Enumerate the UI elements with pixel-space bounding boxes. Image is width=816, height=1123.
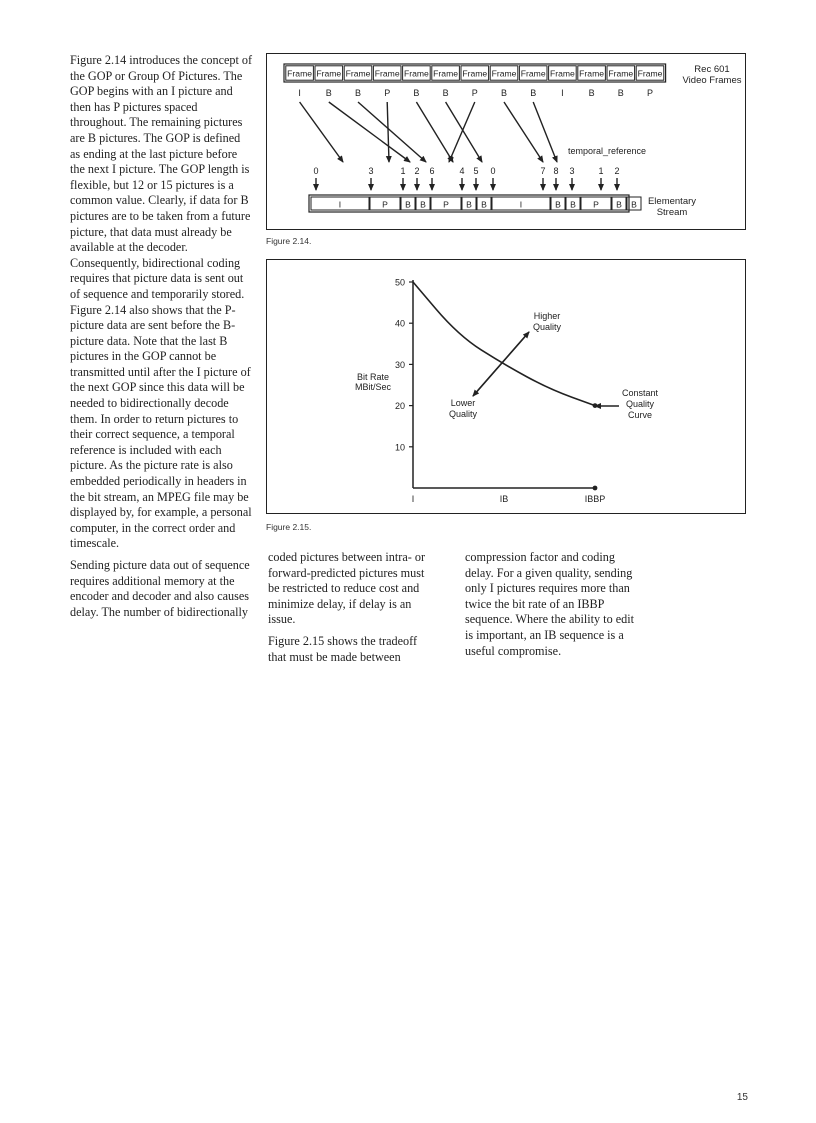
- frame-label: Frame: [316, 68, 342, 79]
- paragraph-restriction: coded pictures between intra- or forward-predicted pictures must be restricted to reduce cost and minimize delay, if delay is an issue.: [268, 550, 426, 627]
- temporal-reference-value: 7: [540, 166, 546, 176]
- paragraph-compression: compression factor and coding delay. For a given quality, sending only I pictures requires more than twice the bit rate of an IBBP sequence. Where the ability to edit is important, an IB sequence is a useful compromise.: [465, 550, 634, 658]
- y-axis-label-2: MBit/Sec: [354, 382, 392, 392]
- y-ticks: [395, 278, 413, 453]
- y-tick-label: 10: [394, 442, 405, 453]
- video-frames-row: [284, 64, 666, 82]
- reorder-arrow: [387, 102, 389, 162]
- stream-cell-label: P: [443, 199, 449, 210]
- reorder-arrow: [300, 102, 343, 162]
- frame-label: Frame: [491, 68, 517, 79]
- picture-type-label: B: [413, 88, 420, 98]
- picture-type-label: I: [298, 88, 301, 98]
- temporal-reference-row: [313, 166, 619, 190]
- reorder-arrow: [416, 102, 453, 162]
- frame-label: Frame: [520, 68, 546, 79]
- reorder-arrow: [446, 102, 482, 162]
- higher-quality-label-2: Quality: [532, 322, 562, 332]
- temporal-reference-value: 0: [313, 166, 319, 176]
- picture-type-label: I: [561, 88, 564, 98]
- temporal-reference-value: 3: [368, 166, 374, 176]
- y-axis-label-1: Bit Rate: [356, 372, 390, 382]
- picture-type-label: P: [384, 88, 391, 98]
- y-tick-label: 50: [394, 277, 405, 288]
- temporal-reference-value: 6: [429, 166, 435, 176]
- figure-2-14-caption: Figure 2.14.: [266, 236, 312, 246]
- reorder-arrow: [449, 102, 475, 162]
- picture-type-label: B: [530, 88, 537, 98]
- elementary-stream-row: [309, 195, 641, 212]
- paragraph-sending-out-of-sequence: Sending picture data out of sequence requires additional memory at the encoder and decoder and also causes delay. The number of bidirectionally: [70, 558, 250, 619]
- picture-type-row: [298, 88, 653, 98]
- frame-label: Frame: [608, 68, 634, 79]
- stream-label-1: Elementary: [647, 196, 697, 207]
- frame-label: Frame: [403, 68, 429, 79]
- stream-cell-label: B: [466, 199, 472, 210]
- x-tick-label: I: [411, 494, 415, 504]
- reorder-arrow: [329, 102, 410, 162]
- temporal-reference-value: 1: [598, 166, 604, 176]
- paragraph-tradeoff: Figure 2.15 shows the tradeoff that must be made between: [268, 633, 418, 664]
- curve-label-3: Curve: [627, 410, 653, 420]
- gop-diagram: [267, 54, 744, 228]
- temporal-reference-value: 0: [490, 166, 496, 176]
- temporal-reference-value: 5: [473, 166, 479, 176]
- curve-label-2: Quality: [625, 399, 655, 409]
- frame-label: Frame: [579, 68, 605, 79]
- stream-cell-label: B: [405, 199, 411, 210]
- frame-label: Frame: [549, 68, 575, 79]
- stream-cell-label: B: [481, 199, 487, 210]
- temporal-reference-value: 2: [614, 166, 620, 176]
- picture-type-label: B: [354, 88, 362, 98]
- picture-type-label: B: [588, 88, 595, 98]
- video-frames-label-1: Rec 601: [694, 64, 730, 75]
- picture-type-label: B: [617, 88, 624, 98]
- picture-type-label: B: [442, 88, 449, 98]
- higher-quality-arrow: [473, 332, 529, 396]
- temporal-reference-value: 1: [400, 166, 406, 176]
- x-ticks: [412, 494, 606, 504]
- figure-2-15: [266, 259, 746, 514]
- stream-cell-label: B: [616, 199, 622, 210]
- temporal-reference-value: 8: [553, 166, 559, 176]
- temporal-reference-value: 4: [459, 166, 465, 176]
- lower-quality-label-1: Lower: [450, 398, 476, 408]
- stream-cell-label: I: [338, 199, 342, 210]
- frame-label: Frame: [287, 68, 313, 79]
- stream-label-2: Stream: [656, 207, 688, 218]
- video-frames-label-2: Video Frames: [682, 75, 742, 86]
- picture-type-label: P: [646, 88, 654, 98]
- y-tick-label: 30: [394, 359, 405, 370]
- frame-label: Frame: [637, 68, 663, 79]
- stream-cell-label: B: [420, 199, 426, 210]
- temporal-reference-value: 2: [414, 166, 420, 176]
- picture-type-label: B: [500, 88, 508, 98]
- figure-2-14: [266, 53, 746, 230]
- stream-cell-label: B: [631, 199, 637, 210]
- bitrate-chart: [267, 260, 744, 512]
- stream-cell-label: P: [593, 199, 599, 210]
- page-number: 15: [736, 1092, 748, 1103]
- curve-label-1: Constant: [621, 388, 659, 398]
- body-column-2: [268, 550, 438, 671]
- temporal-reference-value: 3: [569, 166, 575, 176]
- lower-quality-label-2: Quality: [448, 409, 478, 419]
- constant-quality-curve: [413, 282, 595, 406]
- frame-label: Frame: [374, 68, 400, 79]
- y-tick-label: 20: [394, 401, 405, 412]
- x-tick-label: IB: [499, 494, 509, 504]
- reorder-arrows: [300, 102, 557, 162]
- stream-cell-label: B: [570, 199, 576, 210]
- figure-2-15-caption: Figure 2.15.: [266, 522, 312, 532]
- picture-type-label: B: [325, 88, 332, 98]
- stream-cell-label: I: [519, 199, 523, 210]
- x-tick-label: IBBP: [584, 494, 606, 504]
- frame-label: Frame: [433, 68, 459, 79]
- y-tick-label: 40: [394, 318, 405, 329]
- stream-cell-label: B: [555, 199, 561, 210]
- higher-quality-label-1: Higher: [533, 311, 561, 321]
- picture-type-label: P: [471, 88, 478, 98]
- body-column-3: [465, 550, 645, 665]
- body-column-1: [70, 53, 253, 626]
- temporal-reference-label: temporal_reference: [567, 146, 647, 156]
- paragraph-gop-intro: Figure 2.14 introduces the concept of the GOP or Group Of Pictures. The GOP begins with an I picture and then has P pictures spaced throughout. The remaining pictures are B pictures. The GOP is defined as ending at the last picture before the next I picture. The GOP length is flexible, but 12 or 15 pictures is a common value. Clearly, if data for B pictures are to be taken from a future picture, that data must already be available at the decoder. Consequently, bidirectional coding requires that picture data is sent out of sequence and temporarily stored. Figure 2.14 also shows that the P-picture data are sent before the B-picture data. Note that the last B pictures in the GOP cannot be transmitted until after the I picture of the next GOP since this data will be needed to bidirectionally decode them. In order to return pictures to their correct sequence, a temporal reference is included with each picture. As the picture rate is also embedded periodically in headers in the bit stream, an MPEG file may be displayed by, for example, a personal computer, in the correct order and timescale.: [70, 53, 253, 551]
- ibbp-axis-marker: [593, 486, 598, 491]
- reorder-arrow: [358, 102, 426, 162]
- frame-label: Frame: [345, 68, 371, 79]
- stream-cell-label: P: [382, 199, 388, 210]
- frame-label: Frame: [462, 68, 488, 79]
